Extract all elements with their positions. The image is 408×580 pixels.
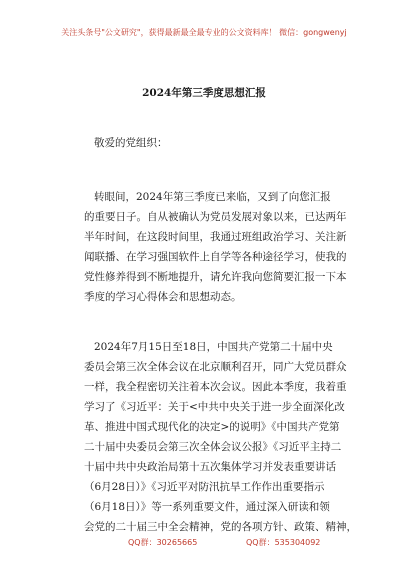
paragraph-line: 革、推进中国式现代化的决定>的说明》《中国共产党第: [84, 421, 340, 433]
paragraph-line: 的重要日子。自从被确认为党员发展对象以来，已达两年: [84, 211, 347, 223]
paragraph-line: 闻联播、在学习强国软件上自学等各种途径学习，使我的: [84, 251, 347, 263]
salutation: [84, 133, 354, 153]
paragraph-1: [84, 187, 354, 307]
salutation-text: 敬爱的党组织：: [94, 137, 168, 149]
paragraph-line: 会党的二十届三中全会精神，党的各项方针、政策、精神，: [84, 521, 357, 533]
paragraph-line: 党性修养得到不断地提升，请允许我向您简要汇报一下本: [84, 271, 347, 283]
paragraph-line: （6月18日）》等一系列重要文件，通过深入研读和领: [84, 501, 330, 513]
paragraph-line: 委员会第三次全体会议在北京顺利召开，同广大党员群众: [84, 361, 347, 373]
paragraph-line: 十届中共中央政治局第十五次集体学习并发表重要讲话: [84, 461, 336, 473]
paragraph-line: 一样，我全程密切关注着本次会议。因此本季度，我着重: [84, 381, 347, 393]
paragraph-line: 二十届中央委员会第三次全体会议公报》《习近平主持二: [84, 441, 342, 453]
paragraph-line: 2024年7月15日至18日，中国共产党第二十届中央: [94, 341, 333, 353]
paragraph-line: 季度的学习心得体会和思想动态。: [84, 291, 242, 303]
document-title: 2024年第三季度思想汇报: [142, 87, 266, 99]
footer-qq-group-1: QQ群：30265665: [128, 538, 198, 547]
header-promo-note: 关注头条号"公文研究"，获得最新最全最专业的公文资料库！ 微信：gongwenyj: [61, 28, 347, 37]
paragraph-line: 半年时间，在这段时间里，我通过班组政治学习、关注新: [84, 231, 347, 243]
paragraph-line: （6月28日）》《习近平对防汛抗旱工作作出重要指示: [84, 481, 325, 493]
footer-qq-group-2: QQ群：535304092: [246, 538, 321, 547]
paragraph-line: 学习了《习近平：关于<中共中央关于进一步全面深化改: [84, 401, 345, 413]
paragraph-line: 转眼间，2024年第三季度已来临，又到了向您汇报: [94, 191, 331, 203]
paragraph-2: [84, 337, 357, 537]
